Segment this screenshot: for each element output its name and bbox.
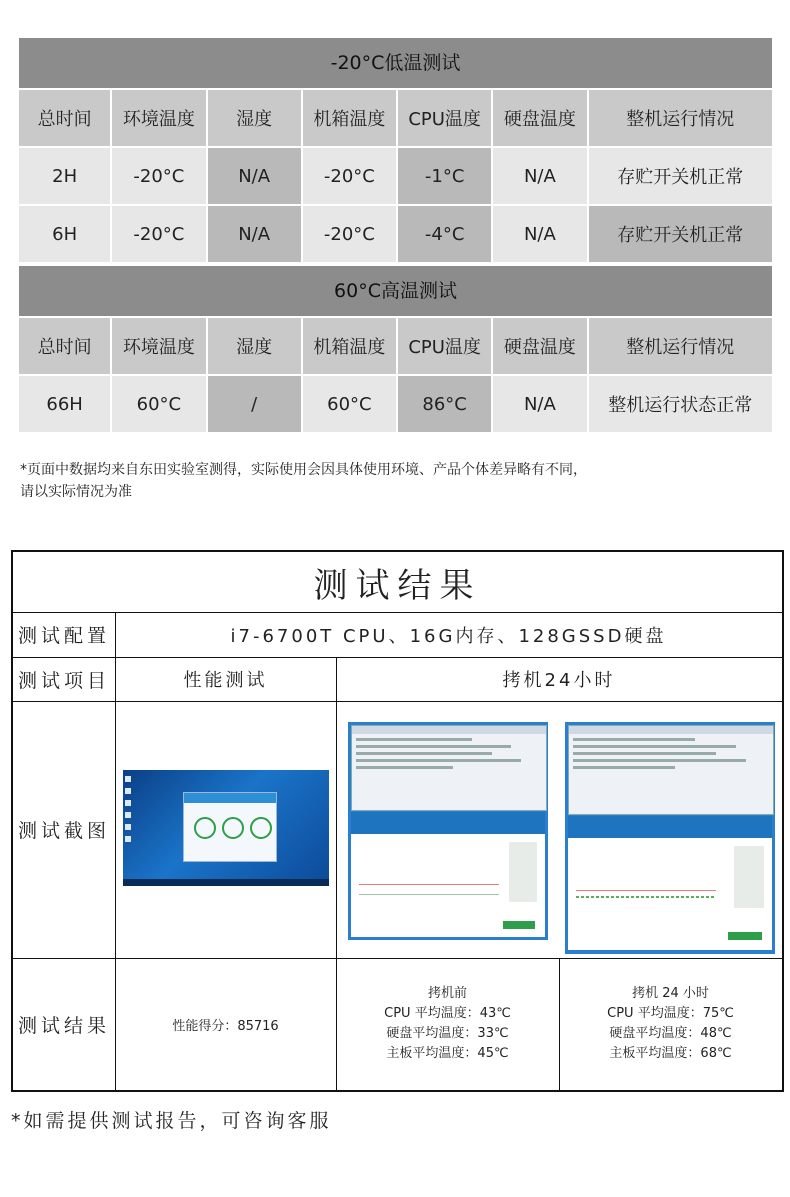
burn-before-screenshot: [348, 722, 548, 940]
benchmark-window: [568, 725, 774, 815]
after-title: 拷机 24 小时: [632, 986, 709, 1001]
table-cell: -20°C: [112, 148, 207, 204]
table-cell: 60°C: [303, 376, 398, 432]
config-label: 测试配置: [17, 625, 110, 647]
table-row: [19, 206, 772, 264]
col-header: 机箱温度: [303, 90, 398, 146]
col-header: 机箱温度: [303, 318, 398, 374]
item-burn: 拷机24小时: [502, 670, 616, 691]
burn-after-screenshot: [565, 722, 775, 954]
before-disk: 硬盘平均温度：33℃: [386, 1026, 509, 1041]
high-temp-title: 60°C高温测试: [19, 266, 772, 318]
ludashi-window: [183, 792, 277, 862]
high-temp-header-row: [19, 318, 772, 376]
note-line: *页面中数据均来自东田实验室测得，实际使用会因具体使用环境、产品个体差异略有不同，: [20, 462, 587, 478]
table-cell: 6H: [19, 206, 112, 262]
col-header: 环境温度: [112, 90, 207, 146]
col-header: 总时间: [19, 318, 112, 374]
high-temp-table: [19, 266, 772, 434]
table-cell: N/A: [493, 376, 588, 432]
before-title: 拷机前: [427, 986, 467, 1001]
col-header: 整机运行情况: [589, 318, 773, 374]
col-header: 湿度: [208, 318, 303, 374]
note-line: 请以实际情况为准: [20, 484, 132, 500]
table-cell: N/A: [208, 206, 303, 262]
col-header: 硬盘温度: [493, 90, 588, 146]
before-board: 主板平均温度：45℃: [386, 1046, 509, 1061]
benchmark-window: [351, 725, 547, 811]
table-cell: 整机运行状态正常: [589, 376, 773, 432]
table-cell: -20°C: [112, 206, 207, 262]
before-cpu: CPU 平均温度：43℃: [384, 1006, 511, 1021]
screenshot-label: 测试截图: [17, 820, 110, 842]
low-temp-table: [19, 38, 772, 264]
col-header: CPU温度: [398, 90, 493, 146]
ludashi-toolbar: [351, 812, 545, 834]
table-cell: /: [208, 376, 303, 432]
table-cell: 存贮开关机正常: [589, 206, 773, 262]
result-label: 测试结果: [17, 1014, 110, 1037]
temperature-panel: [568, 838, 772, 950]
col-header: 湿度: [208, 90, 303, 146]
table-cell: -20°C: [303, 148, 398, 204]
burn-before-result: [336, 958, 559, 1090]
col-header: 硬盘温度: [493, 318, 588, 374]
table-cell: 60°C: [112, 376, 207, 432]
table-cell: N/A: [208, 148, 303, 204]
table-row: [19, 148, 772, 206]
taskbar: [123, 879, 329, 886]
col-header: 总时间: [19, 90, 112, 146]
config-value: i7-6700T CPU、16G内存、128GSSD硬盘: [230, 625, 667, 647]
after-disk: 硬盘平均温度：48℃: [609, 1026, 732, 1041]
table-cell: 66H: [19, 376, 112, 432]
ludashi-toolbar: [568, 816, 772, 838]
item-label: 测试项目: [17, 669, 110, 692]
table-cell: -1°C: [398, 148, 493, 204]
test-result-sheet: [11, 550, 784, 1092]
col-header: 环境温度: [112, 318, 207, 374]
disclaimer-note: [20, 459, 760, 503]
table-cell: N/A: [493, 206, 588, 262]
desktop-icons: [123, 770, 133, 886]
table-cell: N/A: [493, 148, 588, 204]
item-perf: 性能测试: [183, 670, 268, 691]
col-header: CPU温度: [398, 318, 493, 374]
performance-screenshot: [123, 770, 329, 886]
table-cell: 存贮开关机正常: [589, 148, 773, 204]
table-cell: 86°C: [398, 376, 493, 432]
sheet-title: 测试结果: [313, 565, 482, 606]
after-cpu: CPU 平均温度：75℃: [607, 1006, 734, 1021]
temperature-panel: [351, 834, 545, 937]
table-row: [19, 376, 772, 434]
after-board: 主板平均温度：68℃: [609, 1046, 732, 1061]
perf-score: 性能得分：85716: [172, 1018, 279, 1034]
low-temp-title: -20°C低温测试: [19, 38, 772, 90]
divider: [13, 701, 782, 702]
table-cell: -20°C: [303, 206, 398, 262]
footer-note: *如需提供测试报告，可咨询客服: [11, 1110, 332, 1132]
low-temp-header-row: [19, 90, 772, 148]
burn-after-result: [559, 958, 782, 1090]
col-header: 整机运行情况: [589, 90, 773, 146]
table-cell: -4°C: [398, 206, 493, 262]
table-cell: 2H: [19, 148, 112, 204]
